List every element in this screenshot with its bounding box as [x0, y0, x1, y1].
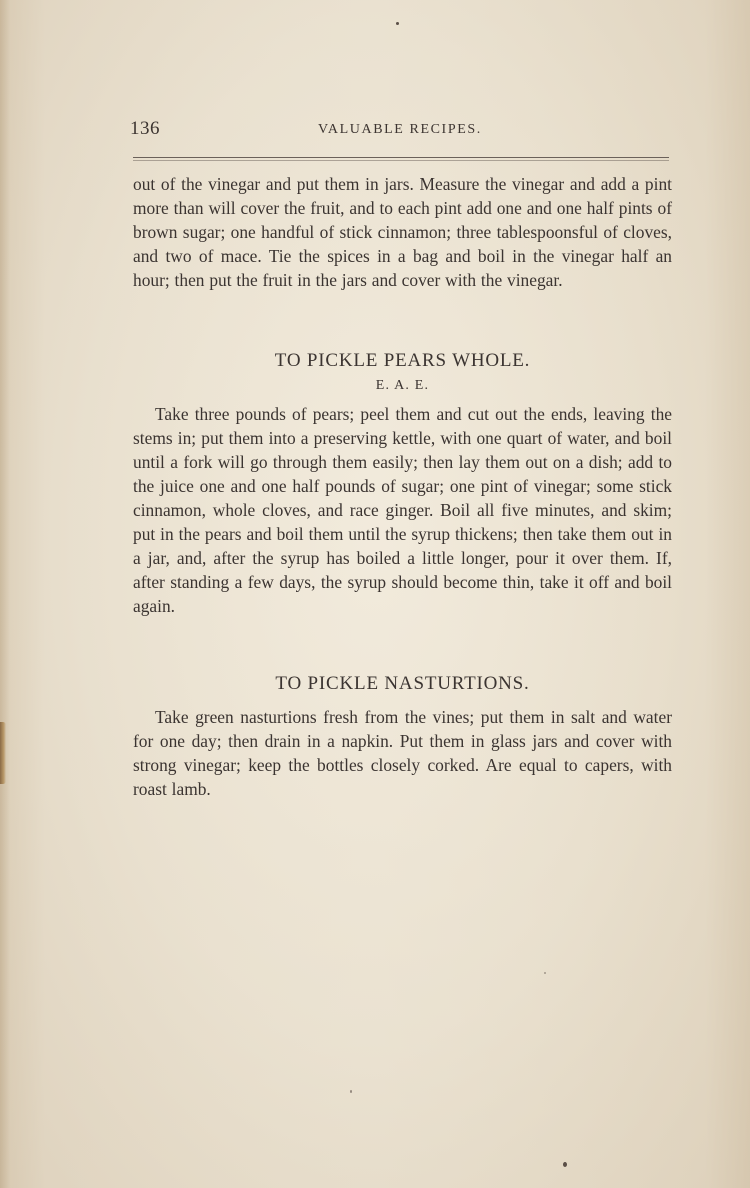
- continued-recipe-text: out of the vinegar and put them in jars. Measure the vinegar and add a pint more than will cover the fruit, and to each pint add one and one half pints of brown sugar; one handful of stick cinnamon; three tablespoonsful of cloves, and two of mace. Tie the spices in a bag and boil in the vinegar half an hour; then put the fruit in the jars and cover with the vinegar.: [133, 174, 672, 290]
- header-rule-shadow: [133, 160, 669, 161]
- paper-speck: [563, 1162, 567, 1167]
- paper-speck: [396, 22, 399, 25]
- running-head: VALUABLE RECIPES.: [318, 122, 482, 137]
- recipe-text-nasturtions: Take green nasturtions fresh from the vines; put them in salt and water for one day; then drain in a napkin. Put them in glass jars and cover with strong vinegar; keep the bottles closely corked. Are equal to capers, with roast lamb.: [133, 707, 672, 799]
- recipe-text-pears: Take three pounds of pears; peel them and cut out the ends, leaving the stems in; put them into a preserving kettle, with one quart of water, and boil until a fork will go through them easily; then lay them out on a dish; add to the juice one and one half pounds of sugar; one pint of vinegar; some stick cinnamon, whole cloves, and race ginger. Boil all five minutes, and skim; put in the pears and boil them until the syrup thickens; then take them out in a jar, and, after the syrup has boiled a little longer, pour it over them. If, after standing a few days, the syrup should become thin, take it off and boil again.: [133, 404, 672, 616]
- recipe-attribution-pears: E. A. E.: [375, 378, 430, 393]
- recipe-title-nasturtions: TO PICKLE NASTURTIONS.: [275, 673, 530, 694]
- paper-speck: [350, 1090, 352, 1093]
- binding-mark: [0, 722, 6, 784]
- page-number: 136: [130, 118, 160, 139]
- paper-speck: [544, 972, 546, 974]
- header-rule: [133, 157, 669, 158]
- recipe-title-pears: TO PICKLE PEARS WHOLE.: [274, 350, 531, 371]
- page-edge-shadow: [0, 0, 10, 1188]
